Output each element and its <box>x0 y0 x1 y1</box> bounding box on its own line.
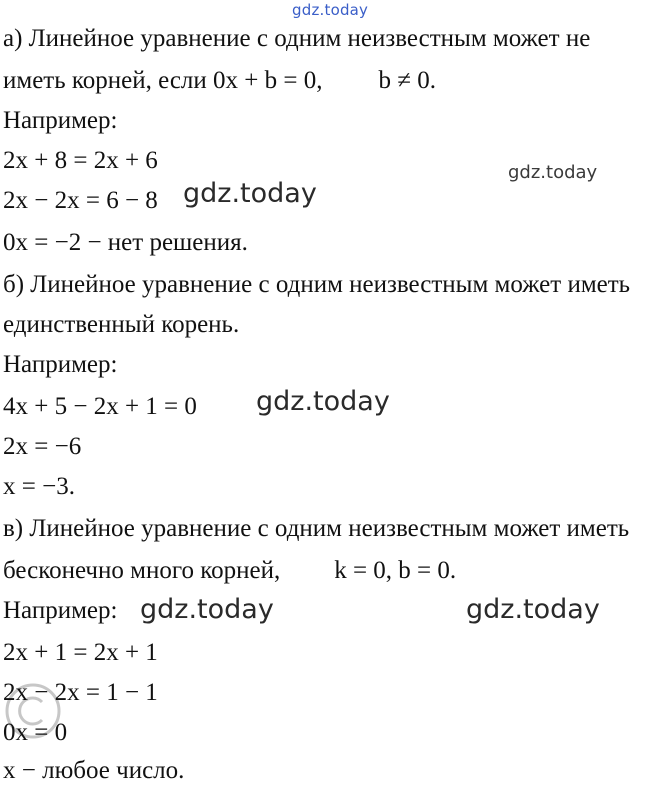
watermark-low-2: gdz.today <box>466 594 600 625</box>
line-b-2: единственный корень. <box>3 311 240 338</box>
watermark-mid-1: gdz.today <box>183 178 317 209</box>
line-c-eq-4: x − любое число. <box>3 757 185 784</box>
line-b-eq-1: 4x + 5 − 2x + 1 = 0 <box>3 393 197 420</box>
line-c-example-label: Например: <box>3 597 118 624</box>
line-c-1: в) Линейное уравнение с одним неизвестным может иметь <box>3 515 630 542</box>
line-a-1: а) Линейное уравнение с одним неизвестным может не <box>3 25 591 52</box>
watermark-mid-2: gdz.today <box>256 386 390 417</box>
line-a-2 <box>3 66 436 96</box>
line-a-eq-2: 2x − 2x = 6 − 8 <box>3 187 158 214</box>
line-c-eq-1: 2x + 1 = 2x + 1 <box>3 639 158 666</box>
line-a-2-main: иметь корней, если 0x + b = 0, <box>3 67 323 94</box>
line-b-example-label: Например: <box>3 351 118 378</box>
line-a-2-condition: b ≠ 0. <box>378 67 436 94</box>
line-a-eq-3: 0x = −2 − нет решения. <box>3 229 248 256</box>
line-c-eq-2: 2x − 2x = 1 − 1 <box>3 679 158 706</box>
line-c-2-condition: k = 0, b = 0. <box>334 557 457 584</box>
line-b-eq-3: x = −3. <box>3 473 75 500</box>
line-c-2-main: бесконечно много корней, <box>3 557 281 584</box>
watermark-right-small: gdz.today <box>508 162 598 183</box>
line-b-eq-2: 2x = −6 <box>3 433 82 460</box>
line-c-eq-3: 0x = 0 <box>3 719 68 746</box>
line-c-2 <box>3 556 456 586</box>
watermark-low-1: gdz.today <box>140 594 274 625</box>
line-a-eq-1: 2x + 8 = 2x + 6 <box>3 147 158 174</box>
line-a-example-label: Например: <box>3 107 118 134</box>
watermark-top: gdz.today <box>292 1 369 19</box>
line-b-1: б) Линейное уравнение с одним неизвестным может иметь <box>3 271 631 298</box>
